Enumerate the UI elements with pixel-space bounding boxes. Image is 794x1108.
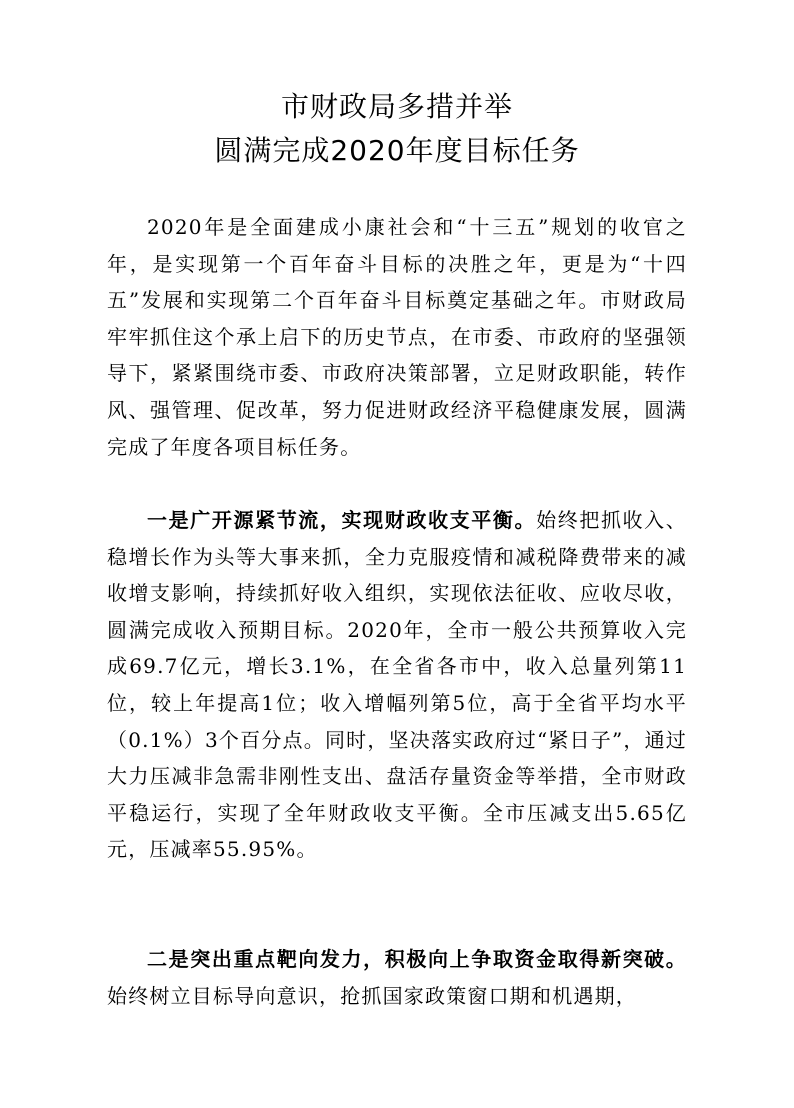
document-title-line-2: 圆满完成2020年度目标任务 [214,134,580,167]
paragraph-funding-lead: 二是突出重点靶向发力，积极向上争取资金取得新突破。 [147,947,687,971]
paragraph-revenue [107,502,687,868]
paragraph-intro [107,209,687,465]
document-title-line-1: 市财政局多措并举 [280,90,513,123]
paragraph-revenue-body: 始终把抓收入、稳增长作为头等大事来抓，全力克服疫情和减税降费带来的减收增支影响，持续抓好收入组织，实现依法征收、应收尽收，圆满完成收入预期目标。2020年，全市一般公共预算收入完成69.7亿元，增长3.1%，在全省各市中，收入总量列第11位，较上年提高1位；收入增幅列第5位，高于全省平均水平（0.1%）3个百分点。同时，坚决落实政府过“紧日子”，通过大力压减非急需非刚性支出、盘活存量资金等举措，全市财政平稳运行，实现了全年财政收支平衡。全市压减支出5.65亿元，压减率55.95%。 [107,508,687,862]
paragraph-intro-body: 2020年是全面建成小康社会和“十三五”规划的收官之年，是实现第一个百年奋斗目标的决胜之年，更是为“十四五”发展和实现第二个百年奋斗目标奠定基础之年。市财政局牢牢抓住这个承上启下的历史节点，在市委、市政府的坚强领导下，紧紧围绕市委、市政府决策部署，立足财政职能，转作风、强管理、促改革，努力促进财政经济平稳健康发展，圆满完成了年度各项目标任务。 [107,215,687,459]
paragraph-revenue-lead: 一是广开源紧节流，实现财政收支平衡。 [147,508,537,532]
paragraph-funding [107,941,687,1014]
paragraph-funding-body: 始终树立目标导向意识，抢抓国家政策窗口期和机遇期， [107,983,637,1008]
